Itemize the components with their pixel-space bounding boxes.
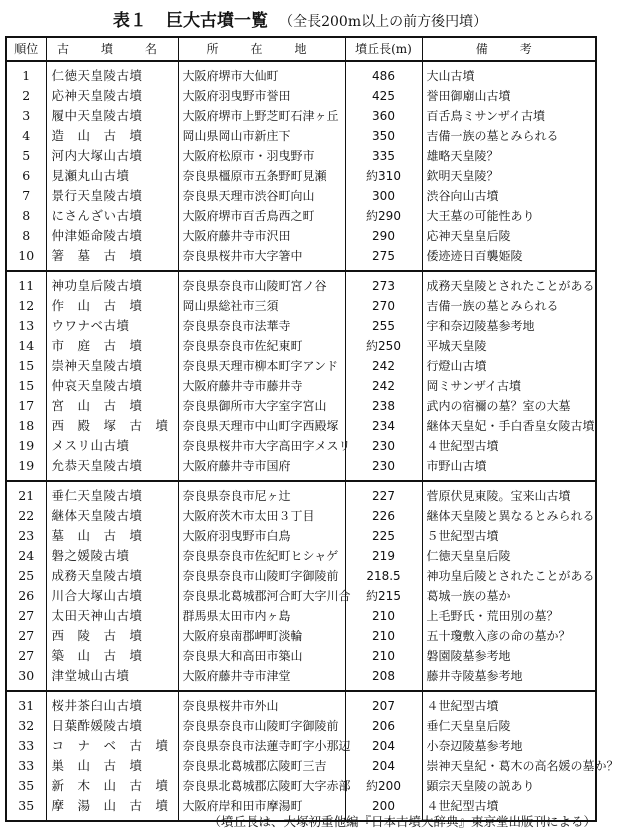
table-row	[6, 436, 596, 456]
cell-rank: 1	[6, 61, 46, 86]
cell-length: 273	[345, 271, 422, 296]
cell-rank: 13	[6, 316, 46, 336]
cell-rank: 27	[6, 646, 46, 666]
cell-length: 230	[345, 436, 422, 456]
cell-kofun-name: 仲哀天皇陵古墳	[46, 376, 178, 396]
cell-rank: 23	[6, 526, 46, 546]
cell-note: 欽明天皇陵？	[422, 166, 596, 186]
cell-kofun-name: 允恭天皇陵古墳	[46, 456, 178, 481]
cell-length: 210	[345, 626, 422, 646]
cell-rank: 27	[6, 606, 46, 626]
table-title	[0, 6, 600, 32]
table-row	[6, 126, 596, 146]
table-row	[6, 336, 596, 356]
cell-length: 255	[345, 316, 422, 336]
table-row	[6, 376, 596, 396]
table-row	[6, 186, 596, 206]
cell-length: 約215	[345, 586, 422, 606]
cell-rank: 25	[6, 566, 46, 586]
table-row	[6, 316, 596, 336]
cell-location: 奈良県奈良市佐紀町ヒシャゲ	[178, 546, 345, 566]
cell-rank: 4	[6, 126, 46, 146]
header-rank: 順位	[6, 37, 46, 61]
cell-location: 奈良県桜井市大字箸中	[178, 246, 345, 271]
cell-note: 宇和奈辺陵墓参考地	[422, 316, 596, 336]
table-row	[6, 716, 596, 736]
cell-length: 208	[345, 666, 422, 691]
cell-rank: 7	[6, 186, 46, 206]
header-location: 所 在 地	[178, 37, 345, 61]
table-row	[6, 566, 596, 586]
cell-location: 奈良県桜井市大字高田字メスリ	[178, 436, 345, 456]
cell-kofun-name: 築 山 古 墳	[46, 646, 178, 666]
cell-location: 奈良県奈良市山陵町宮ノ谷	[178, 271, 345, 296]
cell-kofun-name: 津堂城山古墳	[46, 666, 178, 691]
cell-length: 218.5	[345, 566, 422, 586]
cell-length: 486	[345, 61, 422, 86]
table-row	[6, 166, 596, 186]
cell-location: 奈良県天理市柳本町字アンド	[178, 356, 345, 376]
table-row	[6, 296, 596, 316]
cell-location: 奈良県奈良市佐紀東町	[178, 336, 345, 356]
table-row	[6, 756, 596, 776]
cell-length: 300	[345, 186, 422, 206]
cell-length: 230	[345, 456, 422, 481]
cell-rank: 6	[6, 166, 46, 186]
cell-length: 234	[345, 416, 422, 436]
table-row	[6, 61, 596, 86]
cell-length: 226	[345, 506, 422, 526]
cell-location: 奈良県大和高田市築山	[178, 646, 345, 666]
cell-location: 奈良県桜井市外山	[178, 691, 345, 716]
cell-kofun-name: 西 殿 塚 古 墳	[46, 416, 178, 436]
cell-location: 大阪府松原市・羽曳野市	[178, 146, 345, 166]
cell-location: 奈良県北葛城郡広陵町三吉	[178, 756, 345, 776]
cell-location: 大阪府堺市百舌鳥西之町	[178, 206, 345, 226]
cell-note: 武内の宿禰の墓？室の大墓	[422, 396, 596, 416]
cell-note: 垂仁天皇皇后陵	[422, 716, 596, 736]
cell-kofun-name: 応神天皇陵古墳	[46, 86, 178, 106]
cell-note: 行燈山古墳	[422, 356, 596, 376]
cell-note: 吉備一族の墓とみられる	[422, 126, 596, 146]
cell-length: 360	[345, 106, 422, 126]
cell-length: 200	[345, 796, 422, 821]
cell-kofun-name: メスリ山古墳	[46, 436, 178, 456]
header-note: 備 考	[422, 37, 596, 61]
cell-location: 奈良県北葛城郡河合町大字川合	[178, 586, 345, 606]
table-row	[6, 396, 596, 416]
cell-note: 岡ミサンザイ古墳	[422, 376, 596, 396]
cell-note: 平城天皇陵	[422, 336, 596, 356]
cell-note: 磐園陵墓参考地	[422, 646, 596, 666]
cell-kofun-name: 景行天皇陵古墳	[46, 186, 178, 206]
cell-location: 奈良県北葛城郡広陵町大字赤部	[178, 776, 345, 796]
cell-location: 奈良県奈良市法蓮寺町字小那辺	[178, 736, 345, 756]
cell-location: 奈良県奈良市山陵町字御陵前	[178, 716, 345, 736]
cell-kofun-name: 成務天皇陵古墳	[46, 566, 178, 586]
cell-rank: 26	[6, 586, 46, 606]
cell-rank: 24	[6, 546, 46, 566]
cell-location: 大阪府羽曳野市白鳥	[178, 526, 345, 546]
cell-length: 約200	[345, 776, 422, 796]
cell-kofun-name: 市 庭 古 墳	[46, 336, 178, 356]
cell-rank: 19	[6, 436, 46, 456]
table-subtitle: （全長200m以上の前方後円墳）	[279, 14, 488, 30]
cell-rank: 35	[6, 776, 46, 796]
cell-rank: 30	[6, 666, 46, 691]
cell-location: 奈良県天理市中山町字西殿塚	[178, 416, 345, 436]
table-row	[6, 416, 596, 436]
cell-rank: 33	[6, 756, 46, 776]
cell-kofun-name: 宮 山 古 墳	[46, 396, 178, 416]
table-row	[6, 646, 596, 666]
cell-rank: 12	[6, 296, 46, 316]
table-row	[6, 626, 596, 646]
cell-length: 210	[345, 606, 422, 626]
cell-rank: 8	[6, 206, 46, 226]
table-main-title: 巨大古墳一覧	[166, 11, 268, 31]
cell-location: 奈良県奈良市法華寺	[178, 316, 345, 336]
cell-kofun-name: 見瀬丸山古墳	[46, 166, 178, 186]
cell-length: 約290	[345, 206, 422, 226]
cell-kofun-name: 新 木 山 古 墳	[46, 776, 178, 796]
cell-note: 応神天皇皇后陵	[422, 226, 596, 246]
cell-rank: 17	[6, 396, 46, 416]
table-row	[6, 226, 596, 246]
cell-rank: 2	[6, 86, 46, 106]
cell-length: 約250	[345, 336, 422, 356]
table-row	[6, 666, 596, 691]
cell-rank: 35	[6, 796, 46, 821]
header-row	[6, 37, 596, 61]
cell-note: ４世紀型古墳	[422, 436, 596, 456]
cell-kofun-name: 日葉酢媛陵古墳	[46, 716, 178, 736]
table-row	[6, 736, 596, 756]
cell-note: 雄略天皇陵？	[422, 146, 596, 166]
cell-note: 上毛野氏・荒田別の墓？	[422, 606, 596, 626]
header-length: 墳丘長(m)	[345, 37, 422, 61]
cell-kofun-name: 崇神天皇陵古墳	[46, 356, 178, 376]
cell-kofun-name: 神功皇后陵古墳	[46, 271, 178, 296]
cell-location: 奈良県橿原市五条野町見瀬	[178, 166, 345, 186]
cell-note: 菅原伏見東陵。宝来山古墳	[422, 481, 596, 506]
cell-note: 継体天皇陵と異なるとみられる	[422, 506, 596, 526]
cell-rank: 5	[6, 146, 46, 166]
cell-length: 204	[345, 756, 422, 776]
cell-rank: 32	[6, 716, 46, 736]
cell-kofun-name: 桜井茶臼山古墳	[46, 691, 178, 716]
cell-kofun-name: 仲津姫命陵古墳	[46, 226, 178, 246]
rank-group	[6, 481, 596, 691]
cell-length: 290	[345, 226, 422, 246]
cell-length: 約310	[345, 166, 422, 186]
cell-length: 238	[345, 396, 422, 416]
cell-kofun-name: 河内大塚山古墳	[46, 146, 178, 166]
cell-note: 吉備一族の墓とみられる	[422, 296, 596, 316]
table-row	[6, 776, 596, 796]
cell-note: 百舌鳥ミサンザイ古墳	[422, 106, 596, 126]
cell-location: 大阪府藤井寺市国府	[178, 456, 345, 481]
cell-kofun-name: 作 山 古 墳	[46, 296, 178, 316]
cell-note: 成務天皇陵とされたことがある	[422, 271, 596, 296]
table-label: 表１	[112, 11, 147, 31]
cell-note: 継体天皇妃・手白香皇女陵古墳	[422, 416, 596, 436]
cell-note: ４世紀型古墳	[422, 691, 596, 716]
cell-length: 270	[345, 296, 422, 316]
table-row	[6, 456, 596, 481]
cell-rank: 14	[6, 336, 46, 356]
cell-location: 大阪府藤井寺市藤井寺	[178, 376, 345, 396]
cell-location: 奈良県奈良市尼ヶ辻	[178, 481, 345, 506]
cell-rank: 15	[6, 376, 46, 396]
cell-rank: 21	[6, 481, 46, 506]
cell-note: 崇神天皇紀・葛木の高名媛の墓か？	[422, 756, 596, 776]
cell-length: 242	[345, 356, 422, 376]
cell-location: 大阪府岸和田市摩湯町	[178, 796, 345, 821]
rank-group	[6, 61, 596, 271]
cell-note: 葛城一族の墓か	[422, 586, 596, 606]
cell-kofun-name: 西 陵 古 墳	[46, 626, 178, 646]
cell-kofun-name: ウワナベ古墳	[46, 316, 178, 336]
cell-note: ４世紀型古墳	[422, 796, 596, 821]
cell-length: 350	[345, 126, 422, 146]
cell-kofun-name: 造 山 古 墳	[46, 126, 178, 146]
cell-length: 207	[345, 691, 422, 716]
cell-kofun-name: 垂仁天皇陵古墳	[46, 481, 178, 506]
table-row	[6, 86, 596, 106]
cell-kofun-name: 摩 湯 山 古 墳	[46, 796, 178, 821]
cell-rank: 8	[6, 226, 46, 246]
cell-location: 大阪府羽曳野市誉田	[178, 86, 345, 106]
cell-rank: 10	[6, 246, 46, 271]
table-row	[6, 146, 596, 166]
table-row	[6, 691, 596, 716]
cell-note: 顕宗天皇陵の説あり	[422, 776, 596, 796]
kofun-table	[5, 36, 619, 822]
cell-note: 神功皇后陵とされたことがある	[422, 566, 596, 586]
cell-location: 奈良県奈良市山陵町字御陵前	[178, 566, 345, 586]
cell-note: 五十瓊敷入彦の命の墓か？	[422, 626, 596, 646]
cell-location: 大阪府藤井寺市沢田	[178, 226, 345, 246]
cell-note: 誉田御廟山古墳	[422, 86, 596, 106]
cell-note: 小奈辺陵墓参考地	[422, 736, 596, 756]
cell-length: 335	[345, 146, 422, 166]
cell-location: 大阪府泉南郡岬町淡輪	[178, 626, 345, 646]
table-row	[6, 586, 596, 606]
cell-location: 奈良県天理市渋谷町向山	[178, 186, 345, 206]
cell-rank: 27	[6, 626, 46, 646]
table-row	[6, 106, 596, 126]
cell-rank: 31	[6, 691, 46, 716]
cell-location: 岡山県総社市三須	[178, 296, 345, 316]
cell-note: 大山古墳	[422, 61, 596, 86]
cell-kofun-name: 墓 山 古 墳	[46, 526, 178, 546]
rank-group	[6, 271, 596, 481]
cell-length: 206	[345, 716, 422, 736]
cell-note: 渋谷向山古墳	[422, 186, 596, 206]
cell-location: 大阪府藤井寺市津堂	[178, 666, 345, 691]
cell-length: 425	[345, 86, 422, 106]
cell-note: 藤井寺陵墓参考地	[422, 666, 596, 691]
cell-rank: 15	[6, 356, 46, 376]
cell-location: 大阪府堺市上野芝町石津ヶ丘	[178, 106, 345, 126]
cell-location: 大阪府茨木市太田３丁目	[178, 506, 345, 526]
cell-kofun-name: 巣 山 古 墳	[46, 756, 178, 776]
cell-rank: 22	[6, 506, 46, 526]
cell-kofun-name: にさんざい古墳	[46, 206, 178, 226]
cell-length: 227	[345, 481, 422, 506]
cell-kofun-name: 仁徳天皇陵古墳	[46, 61, 178, 86]
table-row	[6, 546, 596, 566]
cell-location: 奈良県御所市大字室字宮山	[178, 396, 345, 416]
cell-location: 大阪府堺市大仙町	[178, 61, 345, 86]
table-row	[6, 526, 596, 546]
source-footnote: （墳丘長は、大塚初重他編『日本古墳大辞典』東京堂出版刊による）	[208, 814, 596, 829]
cell-location: 岡山県岡山市新庄下	[178, 126, 345, 146]
table-row	[6, 271, 596, 296]
cell-rank: 18	[6, 416, 46, 436]
cell-rank: 3	[6, 106, 46, 126]
rank-group	[6, 691, 619, 821]
table-row	[6, 246, 596, 271]
cell-length: 275	[345, 246, 422, 271]
cell-rank: 19	[6, 456, 46, 481]
cell-note: 倭迹迹日百襲姫陵	[422, 246, 596, 271]
cell-note: 大王墓の可能性あり	[422, 206, 596, 226]
cell-kofun-name: 太田天神山古墳	[46, 606, 178, 626]
table-row	[6, 481, 596, 506]
cell-kofun-name: 磐之媛陵古墳	[46, 546, 178, 566]
cell-kofun-name: 継体天皇陵古墳	[46, 506, 178, 526]
header-name: 古 墳 名	[46, 37, 178, 61]
cell-rank: 11	[6, 271, 46, 296]
cell-note: 仁徳天皇皇后陵	[422, 546, 596, 566]
cell-length: 204	[345, 736, 422, 756]
cell-rank: 33	[6, 736, 46, 756]
cell-kofun-name: 履中天皇陵古墳	[46, 106, 178, 126]
table-row	[6, 206, 596, 226]
cell-note: 市野山古墳	[422, 456, 596, 481]
cell-location: 群馬県太田市内ヶ島	[178, 606, 345, 626]
cell-kofun-name: 箸 墓 古 墳	[46, 246, 178, 271]
cell-kofun-name: コ ナ ベ 古 墳	[46, 736, 178, 756]
cell-length: 219	[345, 546, 422, 566]
cell-length: 210	[345, 646, 422, 666]
cell-length: 225	[345, 526, 422, 546]
cell-note: ５世紀型古墳	[422, 526, 596, 546]
table-row	[6, 506, 596, 526]
table-row	[6, 606, 596, 626]
cell-length: 242	[345, 376, 422, 396]
cell-kofun-name: 川合大塚山古墳	[46, 586, 178, 606]
table-row	[6, 356, 596, 376]
